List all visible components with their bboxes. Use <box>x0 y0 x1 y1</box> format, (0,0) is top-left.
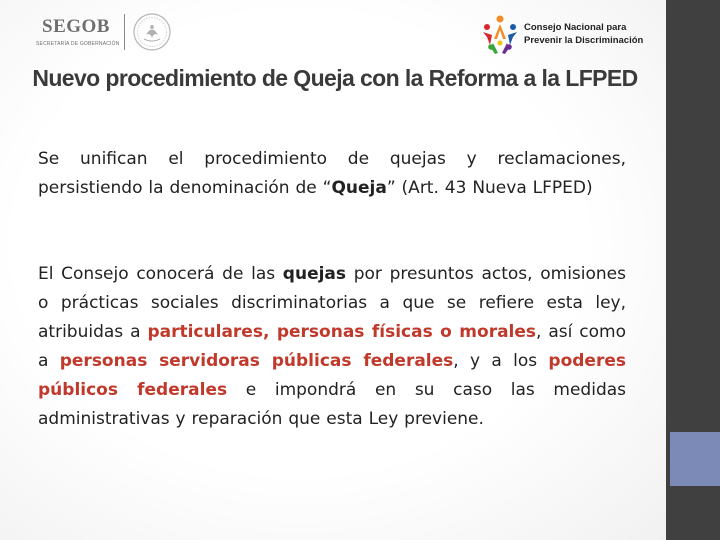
sidebar-accent-block <box>670 432 720 486</box>
highlight-particulares: particulares, personas físicas o morales <box>147 322 537 342</box>
highlight-servidoras-publicas: personas servidoras públicas federales <box>59 351 454 371</box>
paragraph1-text-b: ” (Art. 43 Nueva LFPED) <box>386 178 593 198</box>
paragraph-competence <box>38 260 626 434</box>
paragraph2-text-a: El Consejo conocerá de las <box>38 264 283 284</box>
paragraph2-text-e: e impondrá en su caso las medidas administrativas y reparación que esta Ley previene. <box>38 380 627 429</box>
paragraph2-text-d: , y a los <box>453 351 549 371</box>
highlight-poderes-publicos: poderes públicos federales <box>38 351 626 400</box>
segob-logo <box>36 10 176 52</box>
paragraph2-bold-quejas: quejas <box>282 264 347 284</box>
segob-divider <box>124 14 125 50</box>
segob-logo-subtitle: SECRETARÍA DE GOBERNACIÓN <box>36 41 120 47</box>
paragraph1-bold-queja: Queja <box>331 178 387 198</box>
conapred-name-line2: Prevenir la Discriminación <box>524 35 644 46</box>
paragraph1-text-a: Se unifican el procedimiento de quejas y reclamaciones, persistiendo la denominación de “ <box>38 149 626 198</box>
conapred-logo <box>480 13 642 57</box>
paragraph2-text-c: , así como a <box>38 322 627 371</box>
conapred-figures-icon <box>480 13 520 57</box>
segob-logo-text: SEGOB <box>42 16 110 37</box>
slide-title: Nuevo procedimiento de Queja con la Reforma a la LFPED <box>32 65 638 91</box>
paragraph-unification <box>38 145 626 203</box>
conapred-name-line1: Consejo Nacional para <box>524 22 627 33</box>
mexico-seal-icon <box>132 12 172 52</box>
paragraph2-text-b: por presuntos actos, omisiones o prácticas sociales discriminatorias a que se refiere esta ley, atribuidas a <box>38 264 626 342</box>
